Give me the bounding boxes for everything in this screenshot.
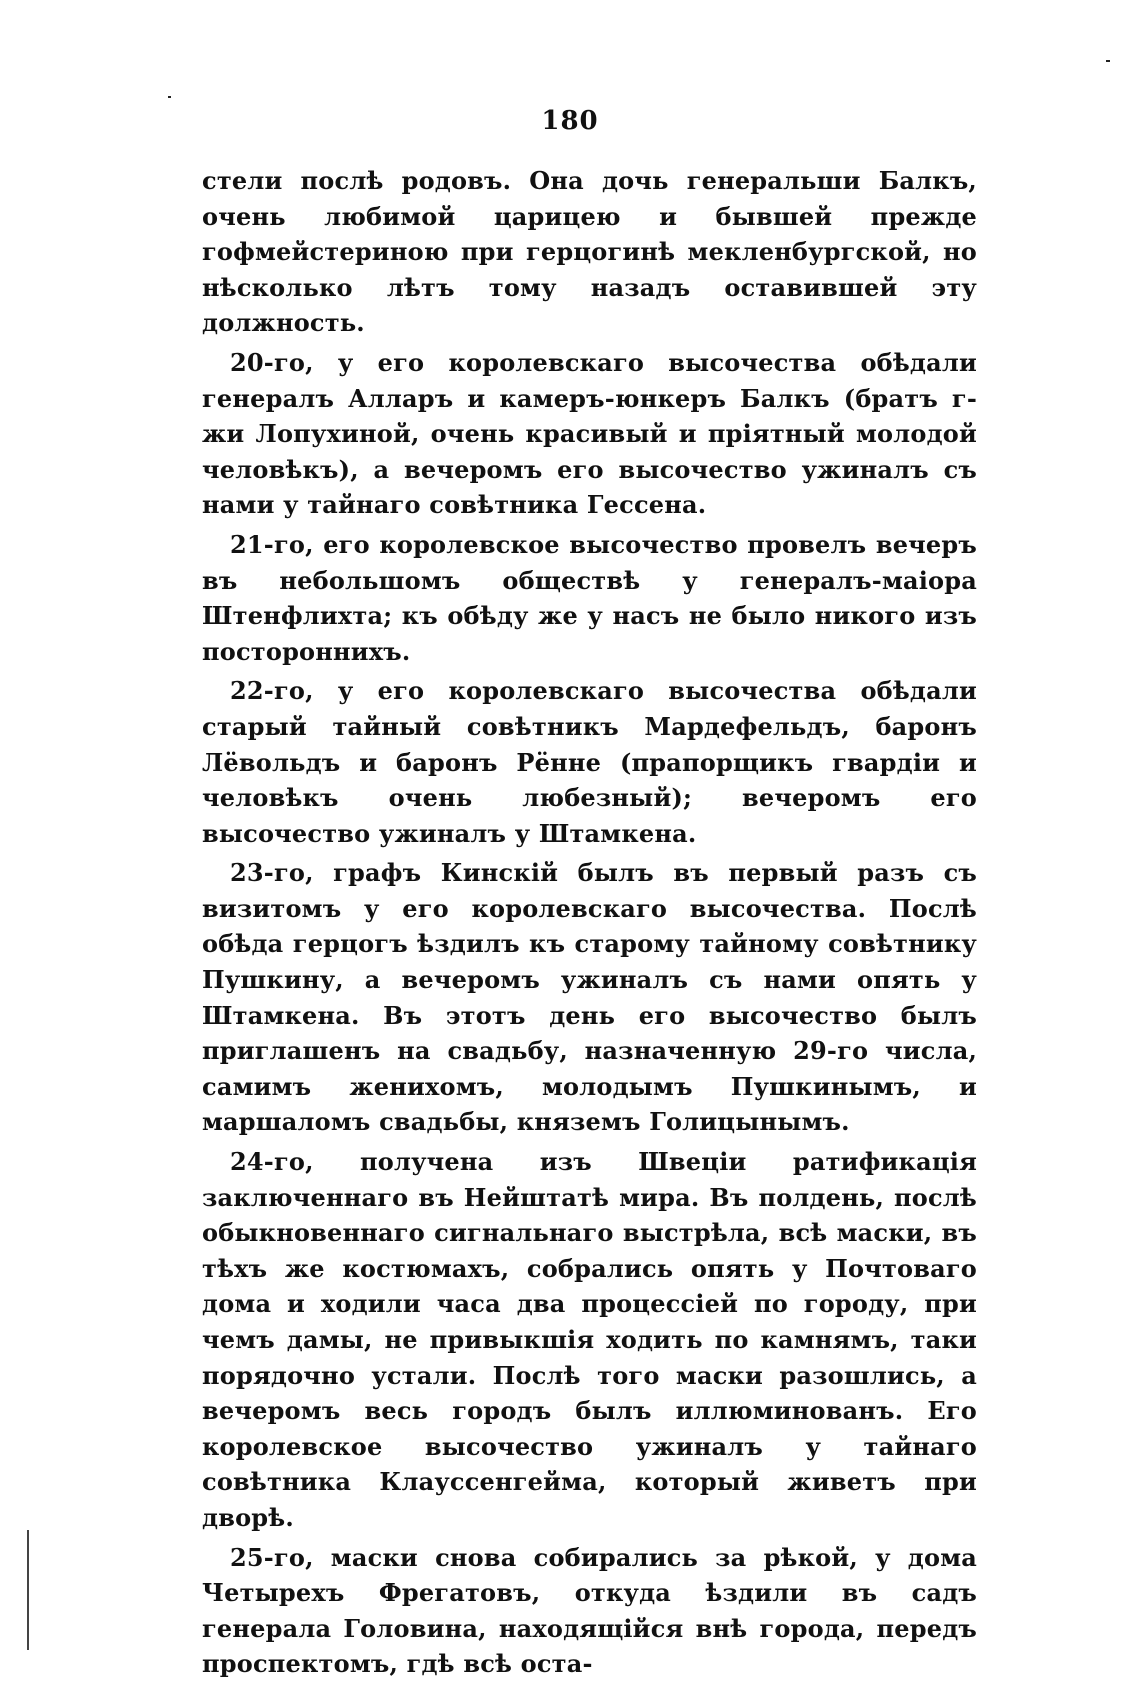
- scan-mark-left: [168, 96, 171, 98]
- paragraph-21st: 21-го, его королевское высочество провелъ вечеръ въ небольшомъ обществѣ у генералъ-маіора Штенфлихта; къ обѣду же у насъ не было никого изъ постороннихъ.: [202, 529, 977, 666]
- scan-mark-top-right: [1106, 60, 1110, 62]
- paragraph-25th: 25-го, маски снова собирались за рѣкой, у дома Четырехъ Фрегатовъ, откуда ѣздили въ садъ генерала Головина, находящійся внѣ города, передъ проспектомъ, гдѣ всѣ оста-: [202, 1542, 977, 1679]
- page-number: 180: [541, 106, 599, 136]
- paragraph-22nd: 22-го, у его королевскаго высочества обѣдали старый тайный совѣтникъ Мардефельдъ, баронъ Лёвольдъ и баронъ Рённе (прапорщикъ гвардіи и человѣкъ очень любезный); вечеромъ его высочество ужиналъ у Штамкена.: [202, 676, 977, 848]
- paragraph-continuation: стели послѣ родовъ. Она дочь генеральши Балкъ, очень любимой царицею и бывшей прежде гофмейстериною при герцогинѣ мекленбургской, но нѣсколько лѣтъ тому назадъ оставившей эту должность.: [202, 166, 977, 338]
- body-text: [202, 163, 977, 1686]
- paragraph-23rd: 23-го, графъ Кинскій былъ въ первый разъ съ визитомъ у его королевскаго высочества. Послѣ обѣда герцогъ ѣздилъ къ старому тайному совѣтнику Пушкину, а вечеромъ ужиналъ съ нами опять у Штамкена. Въ этотъ день его высочество былъ приглашенъ на свадьбу, назначенную 29-го числа, самимъ женихомъ, молодымъ Пушкинымъ, и маршаломъ свадьбы, княземъ Голицынымъ.: [202, 858, 977, 1137]
- scan-edge-line: [27, 1530, 29, 1650]
- paragraph-20th: 20-го, у его королевскаго высочества обѣдали генералъ Алларъ и камеръ-юнкеръ Балкъ (братъ г-жи Лопухиной, очень красивый и пріятный молодой человѣкъ), а вечеромъ его высочество ужиналъ съ нами у тайнаго совѣтника Гессена.: [202, 347, 977, 520]
- paragraph-24th: 24-го, получена изъ Швеціи ратификація заключеннаго въ Нейштатѣ мира. Въ полдень, послѣ обыкновеннаго сигнальнаго выстрѣла, всѣ маски, въ тѣхъ же костюмахъ, собрались опять у Почтоваго дома и ходили часа два процессіей по городу, при чемъ дамы, не привыкшія ходить по камнямъ, таки порядочно устали. Послѣ того маски разошлись, а вечеромъ весь городъ былъ иллюминованъ. Его королевское высочество ужиналъ у тайнаго совѣтника Клауссенгейма, который живетъ при дворѣ.: [202, 1147, 977, 1532]
